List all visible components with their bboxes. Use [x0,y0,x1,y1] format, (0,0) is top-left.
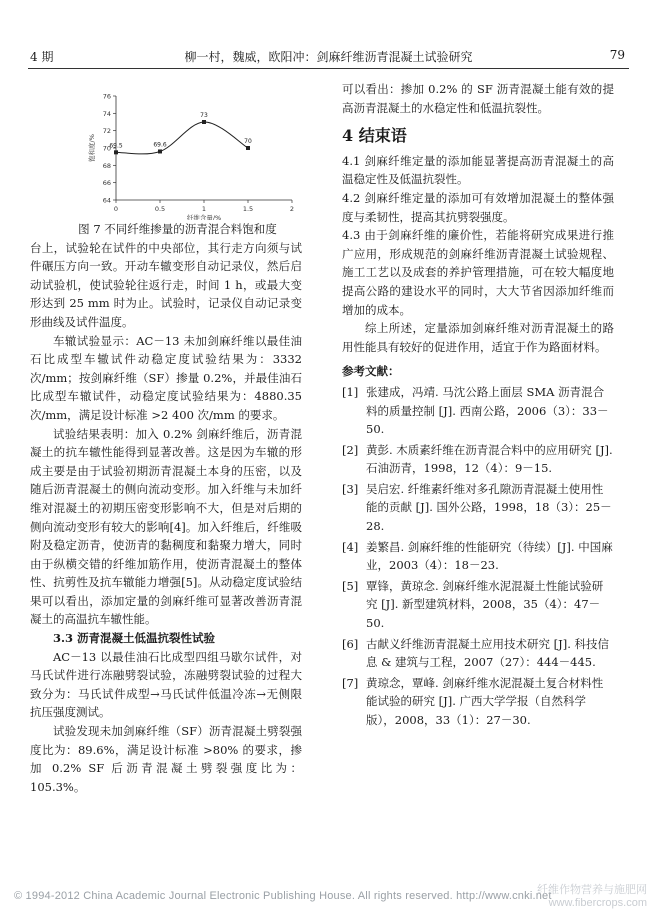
chart-svg [30,88,300,220]
x-tick-label: 0.5 [154,205,166,213]
reference-item [342,635,614,672]
reference-item [342,577,614,633]
ref-number: [1] [342,384,359,399]
reference-item [342,538,614,575]
y-tick-label: 68 [102,161,111,170]
data-point [202,120,206,124]
conclusion-item: 4.3 由于剑麻纤维的廉价性，若能将研究成果进行推广应用，形成规范的剑麻纤维沥青混凝土试验规程、施工工艺以及成套的养护管理措施，可在较大幅度地提高公路的建设水平的同时，大大节省因添加纤维而增加的成本。 [342,228,614,317]
conclusion-item: 4.2 剑麻纤维定量的添加可有效增加混凝土的整体强度与柔韧性，提高其抗劈裂强度。 [342,190,614,224]
ref-text: 吴启宏. 纤维素纤维对多孔隙沥青混凝土使用性能的贡献 [J]. 国外公路，1998，18（3）：25－28. [366,481,612,534]
ref-number: [2] [342,442,359,457]
ref-text: 姜繁昌. 剑麻纤维的性能研究（待续）[J]. 中国麻业，2003（4）：18－23. [366,539,613,573]
x-tick-label: 1.5 [242,205,254,213]
y-tick-label: 70 [102,144,111,153]
paragraph: 可以看出：掺加 0.2% 的 SF 沥青混凝土能有效的提高沥青混凝土的水稳定性和低温抗裂性。 [342,82,614,115]
reference-item [342,441,614,478]
data-point [246,146,250,150]
y-axis-title: 饱和度/% [88,134,96,162]
copyright-footer: © 1994-2012 China Academic Journal Electronic Publishing House. All rights reserved. http://www.cnki.net [14,890,552,902]
y-tick-label: 66 [102,179,111,188]
paragraph: AC－13 以最佳油石比成型四组马歇尔试件，对马氏试件进行冻融劈裂试验，冻融劈裂试验的过程大致分为：马氏试件成型→马氏试件低温冷冻→无侧限抗压强度测试。 [30,649,302,720]
x-tick-label: 2 [289,205,295,213]
reference-item [342,480,614,536]
section-heading: 3.3 沥青混凝土低温抗裂性试验 [53,631,216,646]
paragraph: 试验发现未加剑麻纤维（SF）沥青混凝土劈裂强度比为：89.6%，满足设计标准 >80% 的要求，掺加 0.2% SF 后沥青混凝土劈裂强度比为：105.3%。 [30,724,302,794]
ref-text: 覃锋，黄琼念. 剑麻纤维水泥混凝土性能试验研究 [J]. 新型建筑材料，2008，35（4）：47－50. [366,578,604,631]
x-tick-label: 1 [201,205,207,213]
watermark-line: www.fibercrops.com [548,897,647,909]
paragraph: 车辙试验显示：AC－13 未加剑麻纤维以最佳油石比成型车辙试件动稳定度试验结果为：3332 次/mm；按剑麻纤维（SF）掺量 0.2%，并最佳油石比成型车辙试件，动稳定度试验结果为：4880.35 次/mm，满足设计标准 >2 400 次/mm 的要求。 [30,333,302,422]
data-label: 69.5 [109,142,123,150]
reference-item [342,383,614,439]
summary-paragraph: 综上所述，定量添加剑麻纤维对沥青混凝土的路用性能具有较好的促进作用，适宜于作为路面材料。 [342,321,614,354]
y-tick-label: 76 [102,92,111,101]
data-label: 69.6 [153,141,167,149]
x-tick-label: 0 [113,205,119,213]
data-label: 73 [200,112,208,119]
paragraph: 台上，试验轮在试件的中央部位，其行走方向须与试件碾压方向一致。开动车辙变形自动记录仪，然后启动试验机，使试验轮往返行走，时间 1 h，或最大变形达到 25 mm 时为止。试验时，记录仪自动记录变形曲线及试件温度。 [30,240,302,329]
y-tick-label: 74 [102,109,111,118]
watermark-line: 纤维作物营养与施肥网 [537,884,647,896]
ref-number: [7] [342,675,359,690]
ref-text: 黄琼念，覃峰. 剑麻纤维水泥混凝土复合材料性能试验的研究 [J]. 广西大学学报（自然科学版），2008，33（1）：27－30. [366,675,604,727]
paragraph: 试验结果表明：加入 0.2% 剑麻纤维后，沥青混凝土的抗车辙性能得到显著改善。这是因为车辙的形成主要是由于试验初期沥青混凝土本身的压密，以及随后沥青混凝土的侧向流动变形。加入纤维与未加纤维对混凝土的初期压密变形影响不大，但是对后期的侧向流动变形有较大的影响[4]。加入纤维后，纤维吸附及稳定沥青，使沥青的黏稠度和黏聚力增大，同时由于纵横交错的纤维加筋作用，使沥青混凝土的整体性、抗剪性及抗车辙能力增强[5]。从动稳定度试验结果可以看出，添加定量的剑麻纤维可显著改善沥青混凝土的高温抗车辙性能。 [30,426,302,627]
page-number: 79 [609,48,625,62]
ref-number: [6] [342,636,359,651]
saturation-chart [30,88,300,220]
ref-text: 张建成，冯靖. 马沈公路上面层 SMA 沥青混合料的质量控制 [J]. 西南公路，2006（3）：33－50. [366,384,609,437]
issue-label: 4 期 [30,50,54,64]
reference-item [342,674,614,730]
data-point [114,150,118,154]
data-point [158,149,162,153]
section-title: 4 结束语 [342,126,407,146]
ref-number: [3] [342,481,359,496]
conclusion-item: 4.1 剑麻纤维定量的添加能显著提高沥青混凝土的高温稳定性及低温抗裂性。 [342,153,614,187]
header-rule [28,68,629,69]
right-column [342,80,614,732]
left-column [30,82,302,796]
site-watermark [537,884,647,910]
data-label: 70 [244,138,252,145]
y-tick-label: 72 [102,127,111,136]
x-axis-title: 纤维含量/% [186,214,222,220]
ref-text: 古献义纤维沥青混凝土应用技术研究 [J]. 科技信息 & 建筑与工程，2007（27）：444－445. [366,636,610,670]
running-title: 柳一村，魏威，欧阳冲：剑麻纤维沥青混凝土试验研究 [184,50,473,64]
reference-list [342,383,614,730]
ref-number: [4] [342,539,359,554]
references-heading: 参考文献： [342,364,400,379]
y-tick-label: 64 [102,196,111,205]
figure-caption: 图 7 不同纤维掺量的沥青混合料饱和度 [78,222,277,236]
ref-text: 黄彭. 木质素纤维在沥青混合料中的应用研究 [J]. 石油沥青，1998，12（4）：9－15. [366,442,613,476]
ref-number: [5] [342,578,359,593]
series-line [116,122,248,154]
